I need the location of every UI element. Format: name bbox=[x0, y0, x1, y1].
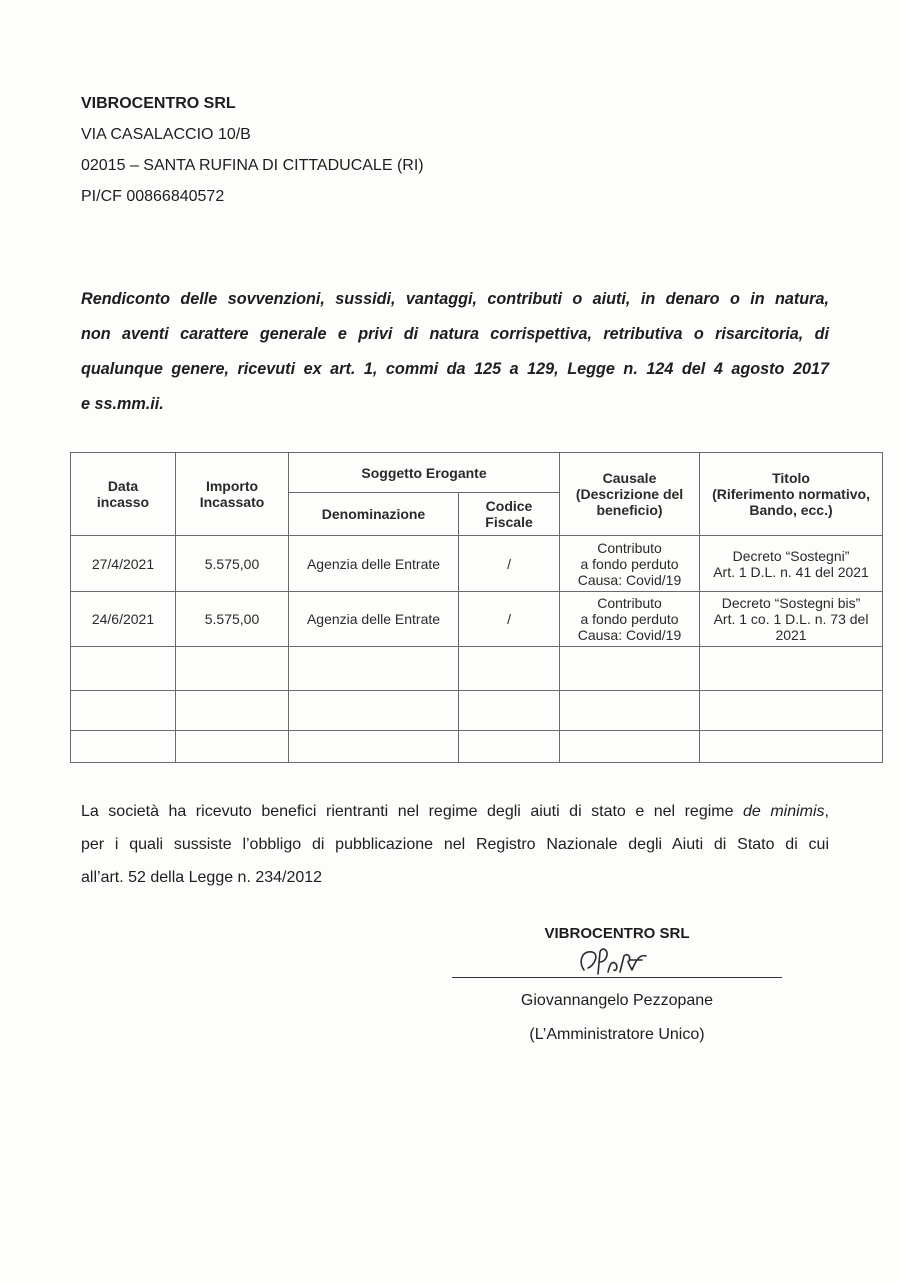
cell-causale: Contributo a fondo perduto Causa: Covid/19 bbox=[560, 536, 700, 592]
company-tax-id: PI/CF 00866840572 bbox=[81, 188, 225, 205]
cell-data: 24/6/2021 bbox=[71, 592, 176, 647]
table-row-empty bbox=[71, 647, 883, 691]
table-row bbox=[71, 592, 883, 647]
handwritten-signature-icon bbox=[570, 942, 670, 982]
table-header-row bbox=[71, 453, 883, 493]
signature-company: VIBROCENTRO SRL bbox=[544, 925, 690, 942]
table-row-empty bbox=[71, 691, 883, 731]
cell-data: 27/4/2021 bbox=[71, 536, 176, 592]
closing-statement bbox=[81, 795, 829, 894]
cell-titolo: Decreto “Sostegni” Art. 1 D.L. n. 41 del 2021 bbox=[700, 536, 883, 592]
report-title-line: non aventi carattere generale e privi di natura corrispettiva, retributiva o risarcitoria, di bbox=[81, 325, 829, 343]
header-denominazione: Denominazione bbox=[289, 493, 459, 536]
cell-titolo: Decreto “Sostegni bis” Art. 1 co. 1 D.L. n. 73 del 2021 bbox=[700, 592, 883, 647]
cell-importo: 5.575,00 bbox=[176, 536, 289, 592]
cell-importo: 5.575,00 bbox=[176, 592, 289, 647]
header-causale: Causale (Descrizione del beneficio) bbox=[560, 453, 700, 536]
header-codice-fiscale: Codice Fiscale bbox=[459, 493, 560, 536]
closing-line-2: per i quali sussiste l’obbligo di pubblicazione nel Registro Nazionale degli Aiuti di Stato di cui bbox=[81, 836, 829, 853]
report-title bbox=[81, 282, 829, 422]
cell-codice: / bbox=[459, 536, 560, 592]
cell-denominazione: Agenzia delle Entrate bbox=[289, 536, 459, 592]
header-soggetto-erogante: Soggetto Erogante bbox=[289, 453, 560, 493]
cell-causale: Contributo a fondo perduto Causa: Covid/19 bbox=[560, 592, 700, 647]
company-header bbox=[81, 88, 424, 212]
report-title-line: e ss.mm.ii. bbox=[81, 395, 164, 413]
benefits-table bbox=[70, 452, 883, 763]
report-title-line: qualunque genere, ricevuti ex art. 1, commi da 125 a 129, Legge n. 124 del 4 agosto 2017 bbox=[81, 360, 829, 378]
de-minimis-term: de minimis bbox=[743, 803, 825, 820]
closing-line-3: all’art. 52 della Legge n. 234/2012 bbox=[81, 869, 323, 886]
header-data-incasso: Data incasso bbox=[71, 453, 176, 536]
signatory-role: (L’Amministratore Unico) bbox=[529, 1026, 705, 1043]
company-name: VIBROCENTRO SRL bbox=[81, 95, 236, 112]
header-titolo: Titolo (Riferimento normativo, Bando, ecc.) bbox=[700, 453, 883, 536]
company-address: VIA CASALACCIO 10/B bbox=[81, 126, 251, 143]
signatory-name: Giovannangelo Pezzopane bbox=[520, 992, 714, 1009]
signature-area bbox=[452, 942, 782, 982]
closing-line-1: La società ha ricevuto benefici rientranti nel regime degli aiuti di stato e nel regime de minimis, bbox=[81, 803, 829, 820]
cell-denominazione: Agenzia delle Entrate bbox=[289, 592, 459, 647]
cell-codice: / bbox=[459, 592, 560, 647]
header-importo-incassato: Importo Incassato bbox=[176, 453, 289, 536]
table-row bbox=[71, 536, 883, 592]
table-row-empty bbox=[71, 731, 883, 763]
signature-line bbox=[452, 977, 782, 978]
signature-block bbox=[452, 925, 782, 1052]
report-title-line: Rendiconto delle sovvenzioni, sussidi, vantaggi, contributi o aiuti, in denaro o in natura, bbox=[81, 290, 829, 308]
company-city: 02015 – SANTA RUFINA DI CITTADUCALE (RI) bbox=[81, 157, 424, 174]
